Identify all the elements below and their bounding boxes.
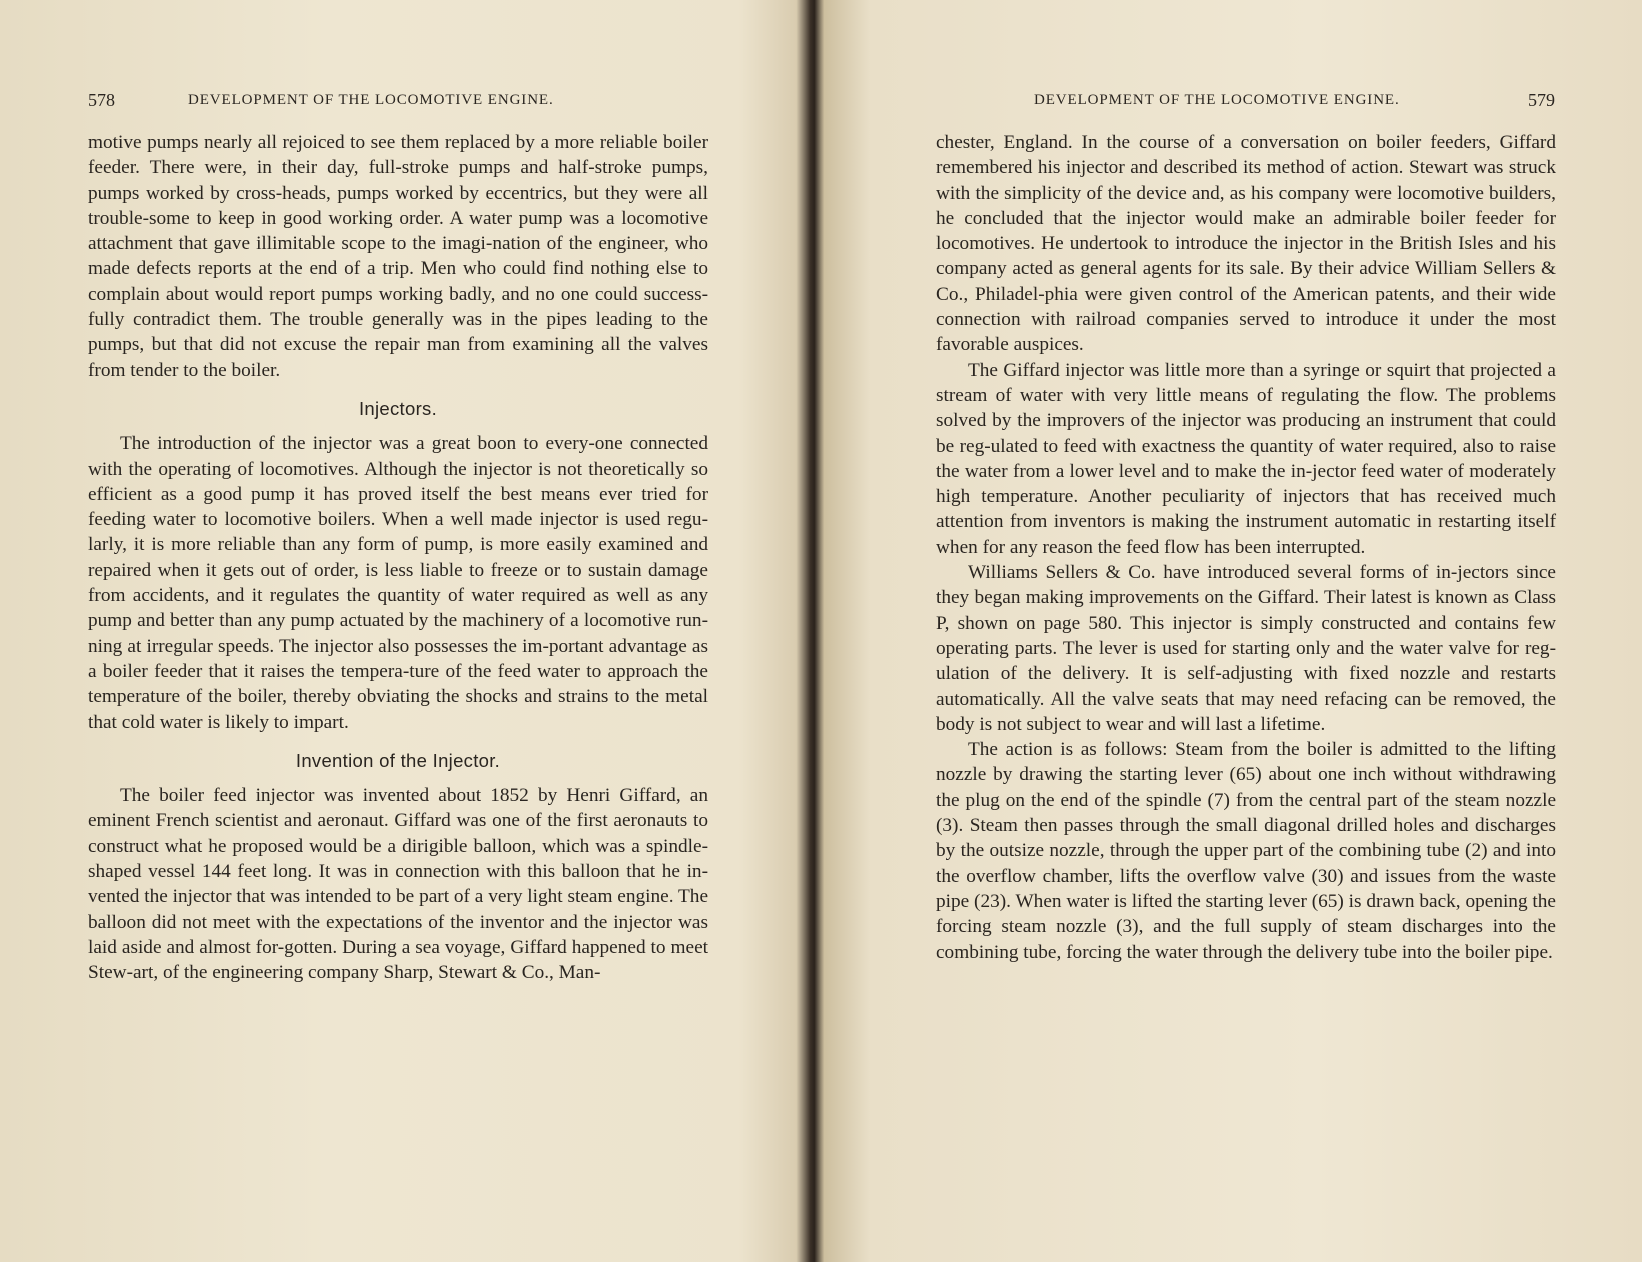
right-page [830, 0, 1642, 1262]
left-running-header [0, 90, 812, 114]
sellers-injectors-paragraph: Williams Sellers & Co. have introduced several forms of in-jectors since they began making improvements on the Giffard. Their latest is known as Class P, shown on page 580. This injector is simply constructed and contains few operating parts. The lever is used for starting only and the water valve for reg-ulation of the delivery. It is self-adjusting with fixed nozzle and restarts automatically. All the valve seats that may need refacing can be removed, the body is not subject to wear and will last a lifetime. [936, 562, 1556, 735]
left-page-body [88, 130, 708, 986]
giffard-injector-paragraph: The Giffard injector was little more than a syringe or squirt that projected a stream of water with very little means of regulating the flow. The problems solved by the improvers of the injector was producing an instrument that could be reg-ulated to feed with exactness the quantity of water required, also to raise the water from a lower level and to make the in-jector feed water of moderately high temperature. Another peculiarity of injectors that has received much attention from inventors is making the instrument automatic in restarting itself when for any reason the feed flow has been interrupted. [936, 359, 1556, 558]
right-running-header [830, 90, 1642, 114]
section-heading-invention: Invention of the Injector. [295, 749, 501, 771]
left-running-head: DEVELOPMENT OF THE LOCOMOTIVE ENGINE. [188, 92, 554, 108]
right-continuation-paragraph: chester, England. In the course of a conversation on boiler feeders, Giffard remembered his injector and described its method of action. Stewart was struck with the simplicity of the device and, as his company were locomotive builders, he concluded that the injector would make an admirable boiler feeder for locomotives. He undertook to introduce the injector in the British Isles and his company acted as general agents for its sale. By their advice William Sellers & Co., Philadel-phia were given control of the American patents, and their wide connection with railroad companies served to introduce it under the most favorable auspices. [936, 132, 1556, 356]
action-paragraph: The action is as follows: Steam from the boiler is admitted to the lifting nozzle by drawing the starting lever (65) about one inch without withdrawing the plug on the end of the spindle (7) from the central part of the steam nozzle (3). Steam then passes through the small diagonal drilled holes and discharges by the outsize nozzle, through the upper part of the combining tube (2) and into the overflow chamber, lifts the overflow valve (30) and issues from the waste pipe (23). When water is lifted the starting lever (65) is drawn back, opening the forcing steam nozzle (3), and the full supply of steam discharges into the combining tube, forcing the water through the delivery tube into the boiler pipe. [936, 739, 1556, 963]
left-page-number: 578 [88, 90, 115, 110]
right-page-number: 579 [1528, 90, 1555, 110]
injectors-paragraph: The introduction of the injector was a great boon to every-one connected with the operating of locomotives. Although the injector is not theoretically so efficient as a good pump it has proved itself the best means ever tried for feeding water to locomotive boilers. When a well made injector is used regu-larly, it is more reliable than any form of pump, is more easily examined and repaired when it gets out of order, is less liable to freeze or to sustain damage from accidents, and it regulates the quantity of water required as well as any pump and better than any pump actuated by the machinery of a locomotive run-ning at irregular speeds. The injector also possesses the im-portant advantage as a boiler feeder that it raises the tempera-ture of the feed water to approach the temperature of the boiler, thereby obviating the shocks and strains to the metal that cold water is likely to impart. [88, 433, 708, 733]
invention-paragraph: The boiler feed injector was invented about 1852 by Henri Giffard, an eminent French scientist and aeronaut. Giffard was one of the first aeronauts to construct what he proposed would be a dirigible balloon, which was a spindle-shaped vessel 144 feet long. It was in connection with this balloon that he in-vented the injector that was intended to be part of a very light steam engine. The balloon did not meet with the expectations of the inventor and the injector was laid aside and almost for-gotten. During a sea voyage, Giffard happened to meet Stew-art, of the engineering company Sharp, Stewart & Co., Man- [88, 785, 708, 984]
left-page [0, 0, 812, 1262]
right-running-head: DEVELOPMENT OF THE LOCOMOTIVE ENGINE. [1034, 92, 1400, 108]
left-continuation-paragraph: motive pumps nearly all rejoiced to see them replaced by a more reliable boiler feeder. There were, in their day, full-stroke pumps and half-stroke pumps, pumps worked by cross-heads, pumps worked by eccentrics, but they were all trouble-some to keep in good working order. A water pump was a locomotive attachment that gave illimitable scope to the imagi-nation of the engineer, who made defects reports at the end of a trip. Men who could find nothing else to complain about would report pumps working badly, and no one could success-fully contradict them. The trouble generally was in the pipes leading to the pumps, but that did not excuse the repair man from examining all the valves from tender to the boiler. [88, 132, 708, 381]
section-heading-injectors: Injectors. [358, 397, 438, 419]
right-page-body [936, 130, 1556, 965]
